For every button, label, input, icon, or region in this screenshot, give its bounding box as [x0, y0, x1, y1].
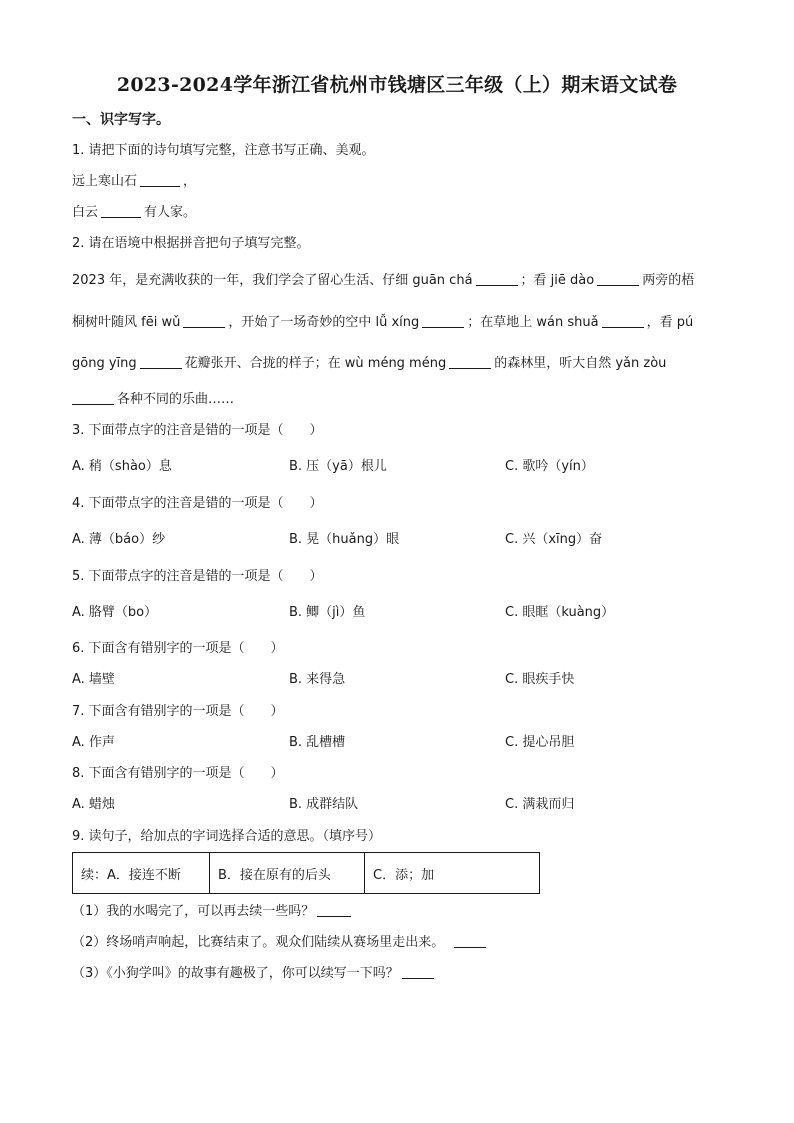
question-2-stem: 2. 请在语境中根据拼音把句子填写完整。 — [72, 236, 310, 251]
answer-blank[interactable] — [476, 272, 518, 286]
question-6-option-b[interactable]: B. 来得急 — [289, 672, 346, 687]
answer-blank[interactable] — [449, 355, 491, 369]
answer-blank[interactable] — [597, 272, 639, 286]
answer-blank[interactable] — [72, 391, 114, 405]
question-5-option-a[interactable]: A. 胳臂（bo） — [72, 605, 158, 620]
poem-text: 白云 — [72, 205, 99, 220]
meaning-table — [72, 852, 540, 894]
passage-text: 桐树叶随风 fēi wǔ — [72, 315, 181, 330]
poem-text: ， — [183, 174, 197, 189]
question-2-paragraph-line — [72, 272, 694, 290]
question-4-option-a[interactable]: A. 薄（báo）纱 — [72, 532, 166, 547]
question-4-option-c[interactable]: C. 兴（xīng）奋 — [505, 532, 603, 547]
question-6-option-a[interactable]: A. 墙壁 — [72, 672, 115, 687]
passage-text: ；看 jiē dào — [520, 273, 595, 288]
question-8-option-a[interactable]: A. 蜡烛 — [72, 797, 115, 812]
question-9-sentence-3 — [72, 965, 437, 983]
question-6-stem: 6. 下面含有错别字的一项是（ ） — [72, 641, 284, 656]
answer-blank[interactable] — [422, 314, 464, 328]
answer-blank[interactable] — [183, 314, 225, 328]
poem-text: 有人家。 — [144, 205, 197, 220]
answer-blank[interactable] — [454, 934, 486, 948]
page-title: 2023-2024学年浙江省杭州市钱塘区三年级（上）期末语文试卷 — [116, 74, 678, 96]
answer-blank[interactable] — [602, 314, 644, 328]
meaning-cell: B．接在原有的后头 — [210, 853, 365, 894]
question-8-option-b[interactable]: B. 成群结队 — [289, 797, 359, 812]
passage-text: gōng yīng — [72, 356, 137, 371]
question-2-paragraph-line — [72, 314, 693, 332]
answer-blank[interactable] — [101, 204, 141, 218]
question-1-line-2 — [72, 204, 196, 222]
passage-text: 花瓣张开、合拢的样子；在 wù méng méng — [184, 356, 447, 371]
question-8-option-c[interactable]: C. 满栽而归 — [505, 797, 575, 812]
answer-blank[interactable] — [317, 903, 351, 917]
question-6-option-c[interactable]: C. 眼疾手快 — [505, 672, 575, 687]
question-1-stem: 1. 请把下面的诗句填写完整，注意书写正确、美观。 — [72, 143, 375, 158]
question-4-option-b[interactable]: B. 晃（huǎng）眼 — [289, 532, 400, 547]
question-7-option-a[interactable]: A. 作声 — [72, 735, 115, 750]
question-2-paragraph-line — [72, 355, 666, 373]
question-8-stem: 8. 下面含有错别字的一项是（ ） — [72, 766, 284, 781]
question-4-stem: 4. 下面带点字的注音是错的一项是（ ） — [72, 496, 323, 511]
question-7-option-c[interactable]: C. 提心吊胆 — [505, 735, 575, 750]
answer-blank[interactable] — [140, 173, 180, 187]
question-2-paragraph-line — [72, 391, 234, 409]
question-3-stem: 3. 下面带点字的注音是错的一项是（ ） — [72, 423, 323, 438]
sentence-text: （1）我的水喝完了，可以再去续一些吗？ — [72, 904, 315, 919]
passage-text: 的森林里，听大自然 yǎn zòu — [494, 356, 667, 371]
question-3-option-c[interactable]: C. 歌吟（yín） — [505, 459, 594, 474]
answer-blank[interactable] — [402, 965, 434, 979]
question-7-option-b[interactable]: B. 乱槽槽 — [289, 735, 346, 750]
section-heading: 一、识字写字。 — [72, 112, 170, 128]
answer-blank[interactable] — [140, 355, 182, 369]
meaning-cell: C．添；加 — [365, 853, 540, 894]
question-7-stem: 7. 下面含有错别字的一项是（ ） — [72, 704, 284, 719]
passage-text: 各种不同的乐曲…… — [117, 392, 235, 407]
question-9-stem: 9. 读句子，给加点的字词选择合适的意思。（填序号） — [72, 829, 382, 844]
question-5-option-c[interactable]: C. 眼眶（kuàng） — [505, 605, 615, 620]
question-5-stem: 5. 下面带点字的注音是错的一项是（ ） — [72, 569, 323, 584]
question-1-line-1 — [72, 173, 196, 191]
question-9-sentence-1 — [72, 903, 354, 921]
meaning-cell: 续：A．接连不断 — [73, 853, 210, 894]
question-5-option-b[interactable]: B. 鲫（jì）鱼 — [289, 605, 366, 620]
passage-text: 两旁的梧 — [642, 273, 695, 288]
question-3-option-a[interactable]: A. 稍（shào）息 — [72, 459, 172, 474]
sentence-text: （2）终场哨声响起，比赛结束了。观众们陆续从赛场里走出来。 — [72, 935, 445, 950]
question-9-sentence-2 — [72, 934, 489, 952]
passage-text: ，看 pú — [646, 315, 694, 330]
sentence-text: （3）《小狗学叫》的故事有趣极了，你可以续写一下吗？ — [72, 966, 399, 981]
passage-text: 2023 年，是充满收获的一年，我们学会了留心生活、仔细 guān chá — [72, 273, 473, 288]
question-3-option-b[interactable]: B. 压（yā）根儿 — [289, 459, 387, 474]
poem-text: 远上寒山石 — [72, 174, 138, 189]
passage-text: ，开始了一场奇妙的空中 lǚ xíng — [228, 315, 420, 330]
passage-text: ；在草地上 wán shuǎ — [467, 315, 599, 330]
